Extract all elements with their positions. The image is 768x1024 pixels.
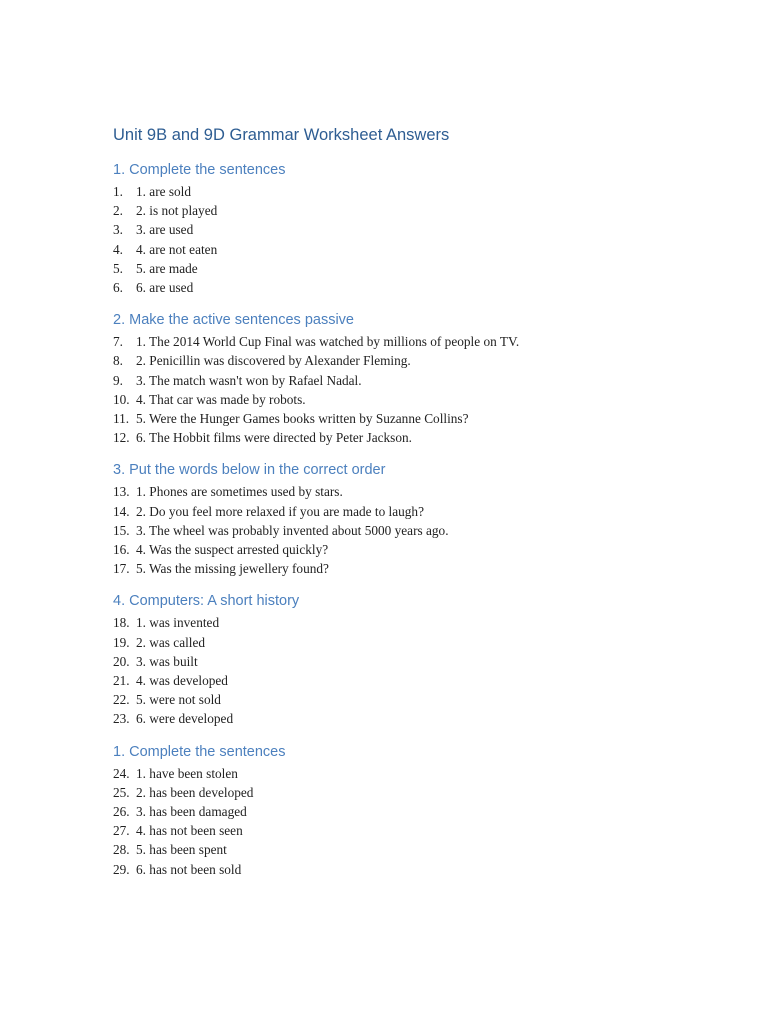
list-item <box>113 521 733 540</box>
list-item-number: 15. <box>113 522 130 538</box>
list-item <box>113 652 733 671</box>
list-item-number: 5. <box>113 260 123 276</box>
section-3 <box>113 460 733 578</box>
list-item <box>113 783 733 802</box>
list-item-text: 3. are used <box>136 222 194 238</box>
list-item-number: 24. <box>113 765 130 781</box>
list-item-text: 6. has not been sold <box>136 861 242 877</box>
list-item-text: 4. Was the suspect arrested quickly? <box>136 542 329 558</box>
list-item <box>113 860 733 879</box>
list-item-text: 4. was developed <box>136 673 228 689</box>
list-item-text: 5. has been spent <box>136 842 227 858</box>
list-item <box>113 559 733 578</box>
list-item <box>113 821 733 840</box>
section-heading: 3. Put the words below in the correct order <box>113 462 386 479</box>
list-item-text: 2. was called <box>136 634 206 650</box>
list-item-text: 6. were developed <box>136 711 234 727</box>
list-item <box>113 332 733 351</box>
list-item-text: 4. That car was made by robots. <box>136 391 306 407</box>
list-item-text: 4. has not been seen <box>136 823 243 839</box>
list-item-number: 25. <box>113 784 130 800</box>
list-item <box>113 709 733 728</box>
list-item <box>113 259 733 278</box>
page-title: Unit 9B and 9D Grammar Worksheet Answers <box>113 126 450 144</box>
list-item <box>113 540 733 559</box>
list-item <box>113 278 733 297</box>
list-item-number: 22. <box>113 692 130 708</box>
list-item-number: 14. <box>113 503 130 519</box>
list-item-text: 3. The wheel was probably invented about 5000 years ago. <box>136 522 449 538</box>
list-item <box>113 201 733 220</box>
list-item <box>113 764 733 783</box>
list-item <box>113 633 733 652</box>
list-item <box>113 613 733 632</box>
section-heading: 4. Computers: A short history <box>113 593 300 610</box>
list-item-text: 5. are made <box>136 260 198 276</box>
list-item-number: 26. <box>113 804 130 820</box>
list-item-text: 3. The match wasn't won by Rafael Nadal. <box>136 372 362 388</box>
list-item <box>113 182 733 201</box>
list-item-number: 16. <box>113 542 130 558</box>
list-item-text: 2. is not played <box>136 203 218 219</box>
list-item-text: 6. are used <box>136 280 194 296</box>
list-item-text: 6. The Hobbit films were directed by Peter Jackson. <box>136 430 412 446</box>
list-item-text: 1. was invented <box>136 615 220 631</box>
list-item <box>113 220 733 239</box>
list-item-text: 1. are sold <box>136 184 192 199</box>
section-heading: 1. Complete the sentences <box>113 162 286 178</box>
list-item-text: 5. were not sold <box>136 692 221 708</box>
list-item <box>113 671 733 690</box>
section-heading: 2. Make the active sentences passive <box>113 312 354 329</box>
list-item-number: 29. <box>113 861 130 877</box>
list-item-number: 9. <box>113 372 123 388</box>
list-item-text: 1. Phones are sometimes used by stars. <box>136 484 343 500</box>
list-item-number: 20. <box>113 653 130 669</box>
list-item-number: 3. <box>113 222 123 238</box>
list-item-number: 23. <box>113 711 130 727</box>
list-item <box>113 482 733 501</box>
list-item-number: 2. <box>113 203 123 219</box>
list-item <box>113 428 733 447</box>
list-item-number: 17. <box>113 561 130 577</box>
section-5 <box>113 742 733 879</box>
document-body <box>113 124 733 892</box>
list-item-number: 13. <box>113 484 130 500</box>
list-item-text: 1. have been stolen <box>136 765 238 781</box>
list-item-text: 2. Do you feel more relaxed if you are made to laugh? <box>136 503 424 519</box>
list-item <box>113 690 733 709</box>
list-item <box>113 240 733 259</box>
list-item <box>113 351 733 370</box>
list-item-number: 27. <box>113 823 130 839</box>
list-item-text: 3. was built <box>136 653 198 669</box>
section-4 <box>113 591 733 728</box>
list-item-number: 11. <box>113 411 130 427</box>
list-item-text: 3. has been damaged <box>136 804 247 820</box>
list-item-text: 5. Was the missing jewellery found? <box>136 561 329 577</box>
list-item <box>113 409 733 428</box>
section-2 <box>113 310 733 447</box>
list-item-number: 6. <box>113 280 123 296</box>
list-item-number: 7. <box>113 334 123 350</box>
list-item-number: 21. <box>113 673 130 689</box>
list-item-text: 2. Penicillin was discovered by Alexander Fleming. <box>136 353 411 369</box>
section-1 <box>113 160 733 297</box>
list-item-text: 2. has been developed <box>136 784 254 800</box>
list-item-text: 5. Were the Hunger Games books written by Suzanne Collins? <box>136 411 469 427</box>
list-item <box>113 802 733 821</box>
list-item-number: 10. <box>113 391 130 407</box>
list-item-number: 12. <box>113 430 130 446</box>
list-item <box>113 840 733 859</box>
sections-container <box>113 160 733 879</box>
list-item <box>113 371 733 390</box>
list-item-number: 18. <box>113 615 130 631</box>
list-item-number: 4. <box>113 241 123 257</box>
list-item <box>113 502 733 521</box>
section-heading: 1. Complete the sentences <box>113 743 286 760</box>
list-item-number: 8. <box>113 353 123 369</box>
list-item <box>113 390 733 409</box>
list-item-number: 28. <box>113 842 130 858</box>
list-item-text: 4. are not eaten <box>136 241 218 257</box>
list-item-text: 1. The 2014 World Cup Final was watched by millions of people on TV. <box>136 334 520 350</box>
list-item-number: 1. <box>113 184 123 199</box>
list-item-number: 19. <box>113 634 130 650</box>
